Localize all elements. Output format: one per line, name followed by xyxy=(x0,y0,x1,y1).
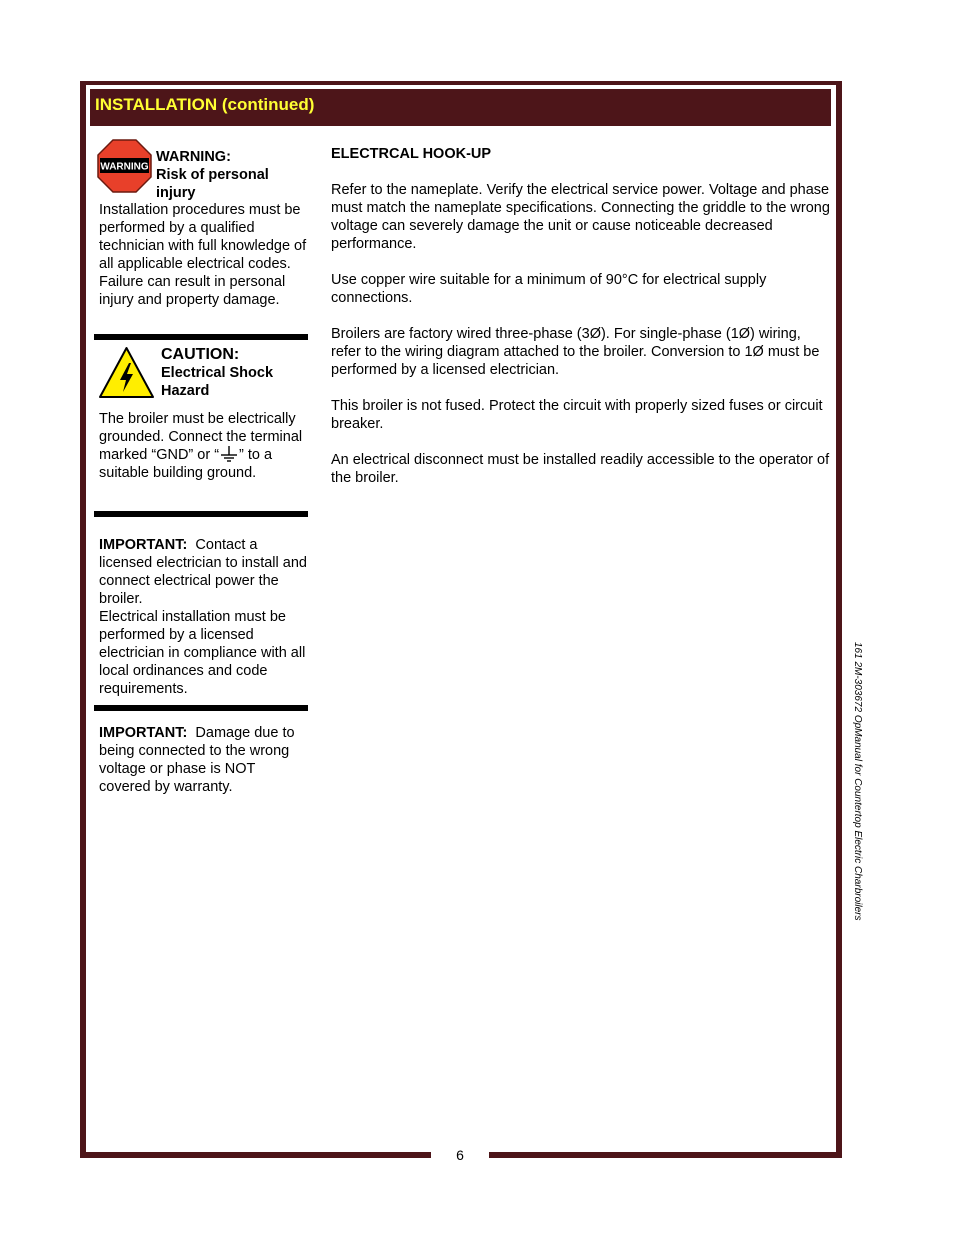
caution-body-text: The broiler must be electrically grounded. Connect the terminal marked “GND” or “ xyxy=(99,411,303,463)
divider xyxy=(94,334,308,340)
warning-body: Installation procedures must be performed by a qualified technician with full knowledge of all applicable electrical codes. Failure can result in personal injury and property damage. xyxy=(99,202,307,308)
important-label: IMPORTANT: xyxy=(99,725,188,741)
warning-stop-sign-icon xyxy=(97,139,152,193)
warning-badge-text: WARNING xyxy=(100,161,149,173)
document-id: 161 2M-303672 OpManual for Countertop Electric Charbroilers xyxy=(852,642,863,921)
section-heading: ELECTRCAL HOOK-UP xyxy=(331,146,492,162)
important-label: IMPORTANT: xyxy=(99,537,188,553)
important-text: Contact a licensed electrician to install and connect electrical power the broiler. xyxy=(99,537,307,607)
paragraph: Broilers are factory wired three-phase (3Ø). For single-phase (1Ø) wiring, refer to the wiring diagram attached to the broiler. Conversion to 1Ø must be performed by a licensed electrician. xyxy=(331,326,820,378)
paragraph: An electrical disconnect must be installed readily accessible to the operator of the broiler. xyxy=(331,452,830,486)
important-note-warranty xyxy=(99,724,309,796)
caution-subtitle: Electrical Shock Hazard xyxy=(161,365,274,399)
warning-title: WARNING: xyxy=(156,149,231,165)
divider xyxy=(94,705,308,711)
important-note-electrician xyxy=(99,536,309,698)
divider xyxy=(94,511,308,517)
caution-body xyxy=(99,410,309,482)
main-content xyxy=(331,145,831,505)
ground-symbol-icon xyxy=(219,446,239,462)
important-text-2: Electrical installation must be performed by a licensed electrician in compliance with all local ordinances and code requirements. xyxy=(99,609,306,697)
paragraph: This broiler is not fused. Protect the circuit with properly sized fuses or circuit breaker. xyxy=(331,398,823,432)
page-number: 6 xyxy=(456,1147,464,1163)
paragraph: Use copper wire suitable for a minimum of 90°C for electrical supply connections. xyxy=(331,272,767,306)
caution-body-text-end: ” to a suitable building ground. xyxy=(99,447,273,481)
paragraph: Refer to the nameplate. Verify the electrical service power. Voltage and phase must match the nameplate specifications. Connecting the griddle to the wrong voltage can severely damage the unit or cause noticeable decreased performance. xyxy=(331,182,830,252)
caution-title: CAUTION: xyxy=(161,346,240,363)
electrical-hazard-icon xyxy=(98,346,155,399)
section-header xyxy=(90,89,831,126)
important-text: Damage due to being connected to the wrong voltage or phase is NOT covered by warranty. xyxy=(99,725,295,795)
section-title: INSTALLATION (continued) xyxy=(95,95,315,114)
warning-subtitle: Risk of personal injury xyxy=(156,167,269,201)
